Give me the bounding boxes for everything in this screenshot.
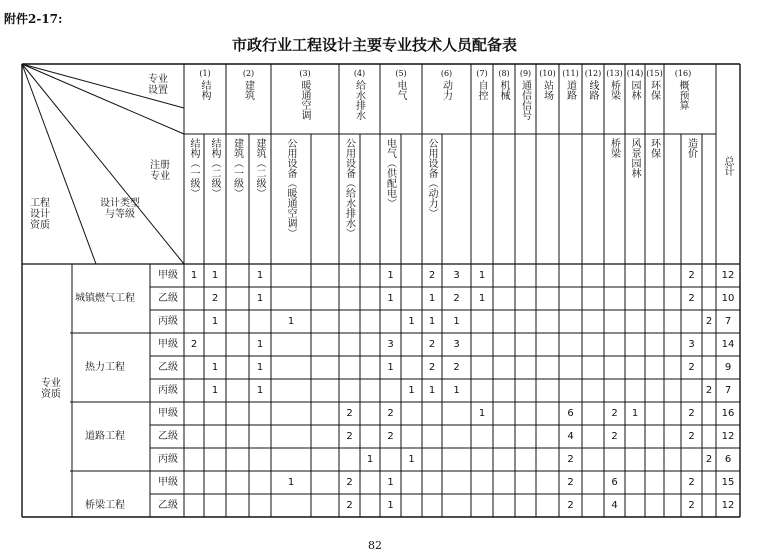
table-cell: 1 [287,476,295,488]
table-cell: 4 [567,430,574,442]
sub-column-label: 造价 [685,138,697,158]
table-cell: 2 [567,453,574,465]
table-cell: 6 [567,407,574,419]
group-number: (11) [562,69,579,78]
group-number: (6) [440,69,453,78]
group-name: 给水排水 [353,80,365,120]
table-cell: 2 [453,292,460,304]
group-name: 概预算 [677,80,688,110]
sub-column-label: 建筑（一级） [231,138,243,198]
table-cell: 3 [453,269,460,281]
sub-column-label: 总计 [722,156,733,176]
table-cell: 1 [428,292,436,304]
group-name: 通信信号 [519,80,531,120]
sub-column-label: 桥梁 [608,138,620,158]
grade-label: 乙级 [158,430,178,442]
sub-column-label: 环保 [648,138,660,158]
table-cell: 1 [287,315,295,327]
table-cell: 12 [721,269,735,281]
group-number: (7) [476,69,488,78]
table-cell: 1 [478,292,486,304]
table-cell: 6 [611,476,618,488]
group-name: 电气 [395,80,406,100]
grade-label: 甲级 [158,338,178,350]
sub-column-label: 结构（二级） [209,138,220,198]
table-cell: 16 [721,407,735,419]
sub-column-label: 公用设备（暖通空调） [285,138,296,238]
table-cell: 1 [256,338,264,350]
table-cell: 2 [387,430,394,442]
table-cell: 2 [705,384,713,396]
group-number: (3) [299,69,311,78]
table-cell: 1 [387,292,394,304]
diagonal-line [22,64,96,264]
group-number: (1) [199,69,211,78]
table-cell: 1 [453,315,460,327]
table-cell: 1 [256,384,264,396]
table-cell: 2 [688,430,695,442]
group-number: (15) [646,69,663,78]
table-cell: 2 [611,407,618,419]
group-name: 环保 [648,80,660,100]
group-name: 桥梁 [608,80,620,100]
group-name: 暖通空调 [299,80,310,120]
page-number: 82 [368,539,382,552]
grade-label: 甲级 [158,269,178,281]
group-name: 机械 [498,80,509,100]
professional-qualification-label: 专业资质 [41,378,61,400]
group-name: 园林 [629,80,640,100]
group-name: 自控 [476,80,487,100]
table-cell: 1 [631,407,639,419]
table-cell: 1 [478,269,486,281]
table-cell: 2 [346,499,353,511]
table-cell: 15 [721,476,735,488]
table-cell: 2 [428,338,436,350]
table-cell: 2 [428,361,436,373]
table-cell: 1 [256,361,264,373]
table-cell: 2 [211,292,219,304]
table-cell: 2 [567,476,574,488]
grade-label: 丙级 [158,384,178,396]
table-cell: 2 [688,269,695,281]
table-cell: 1 [256,269,264,281]
sub-column-label: 电气（供配电） [384,138,396,208]
table-cell: 2 [611,430,618,442]
table-cell: 2 [688,499,695,511]
grade-label: 乙级 [158,361,178,373]
group-name: 结构 [199,80,210,100]
table-cell: 3 [387,338,394,350]
annex-label: 附件2-17: [4,12,63,26]
table-cell: 2 [453,361,460,373]
group-number: (5) [395,69,407,78]
registered-specialty-label: 注册专业 [150,160,170,182]
table-cell: 12 [721,499,735,511]
table-cell: 14 [721,338,735,350]
table-cell: 1 [387,499,394,511]
group-name: 线路 [587,80,598,100]
table-cell: 3 [688,338,695,350]
table-cell: 1 [211,269,219,281]
group-number: (12) [584,69,602,78]
table-cell: 1 [211,361,219,373]
table-cell: 2 [705,315,713,327]
group-number: (4) [353,69,366,78]
table-cell: 1 [190,269,198,281]
table-cell: 4 [611,499,618,511]
group-number: (10) [539,69,556,78]
table-cell: 1 [211,315,219,327]
category-label: 桥梁工程 [85,499,125,511]
table-cell: 1 [211,384,219,396]
sub-column-label: 公用设备（给水排水） [343,138,355,238]
group-number: (2) [242,69,255,78]
table-cell: 1 [387,476,394,488]
sub-column-label: 结构（一级） [188,138,199,198]
table-cell: 2 [346,407,353,419]
table-cell: 1 [387,361,394,373]
grade-label: 甲级 [158,476,178,488]
table-cell: 1 [408,315,415,327]
table-cell: 1 [428,315,436,327]
grade-label: 丙级 [158,315,178,327]
table-cell: 9 [724,361,732,373]
group-name: 动力 [440,80,452,100]
group-number: (13) [606,69,623,78]
category-label: 道路工程 [85,430,125,442]
table-cell: 2 [346,476,353,488]
sub-column-label: 风景园林 [629,138,640,178]
sub-column-label: 公用设备（动力） [426,138,437,218]
table-cell: 12 [721,430,735,442]
table-cell: 10 [721,292,735,304]
table-cell: 1 [478,407,486,419]
group-number: (9) [519,69,532,78]
group-name: 站场 [541,80,553,100]
sub-column-label: 建筑（二级） [254,138,265,198]
table-cell: 2 [387,407,394,419]
table-cell: 2 [567,499,574,511]
grade-label: 乙级 [158,292,178,304]
table-title: 市政行业工程设计主要专业技术人员配备表 [232,36,518,54]
table-cell: 2 [346,430,353,442]
table-cell: 1 [428,384,436,396]
table-cell: 2 [190,338,198,350]
table-cell: 1 [408,384,415,396]
table-cell: 1 [453,384,460,396]
category-label: 热力工程 [85,361,125,373]
table-cell: 3 [453,338,460,350]
table-cell: 6 [724,453,732,465]
group-number: (16) [674,69,692,78]
group-name: 建筑 [242,80,254,100]
table-cell: 7 [724,315,732,327]
group-number: (14) [626,69,644,78]
table-cell: 2 [688,292,695,304]
grade-label: 丙级 [158,453,178,465]
table-cell: 1 [366,453,374,465]
table-cell: 2 [688,407,695,419]
category-label: 城镇燃气工程 [75,292,135,304]
specialty-setting-label: 专业设置 [148,74,168,96]
grade-label: 乙级 [158,499,178,511]
grade-label: 甲级 [158,407,178,419]
table-cell: 2 [688,361,695,373]
design-type-grade-label: 设计类型与等级 [100,198,140,220]
group-name: 道路 [564,80,576,100]
table-cell: 1 [256,292,264,304]
group-number: (8) [498,69,510,78]
table-cell: 2 [428,269,436,281]
table-cell: 1 [408,453,415,465]
engineering-qualification-label: 工程设计资质 [30,198,50,231]
table-cell: 2 [705,453,713,465]
table-cell: 1 [387,269,394,281]
table-cell: 2 [688,476,695,488]
table-cell: 7 [724,384,732,396]
